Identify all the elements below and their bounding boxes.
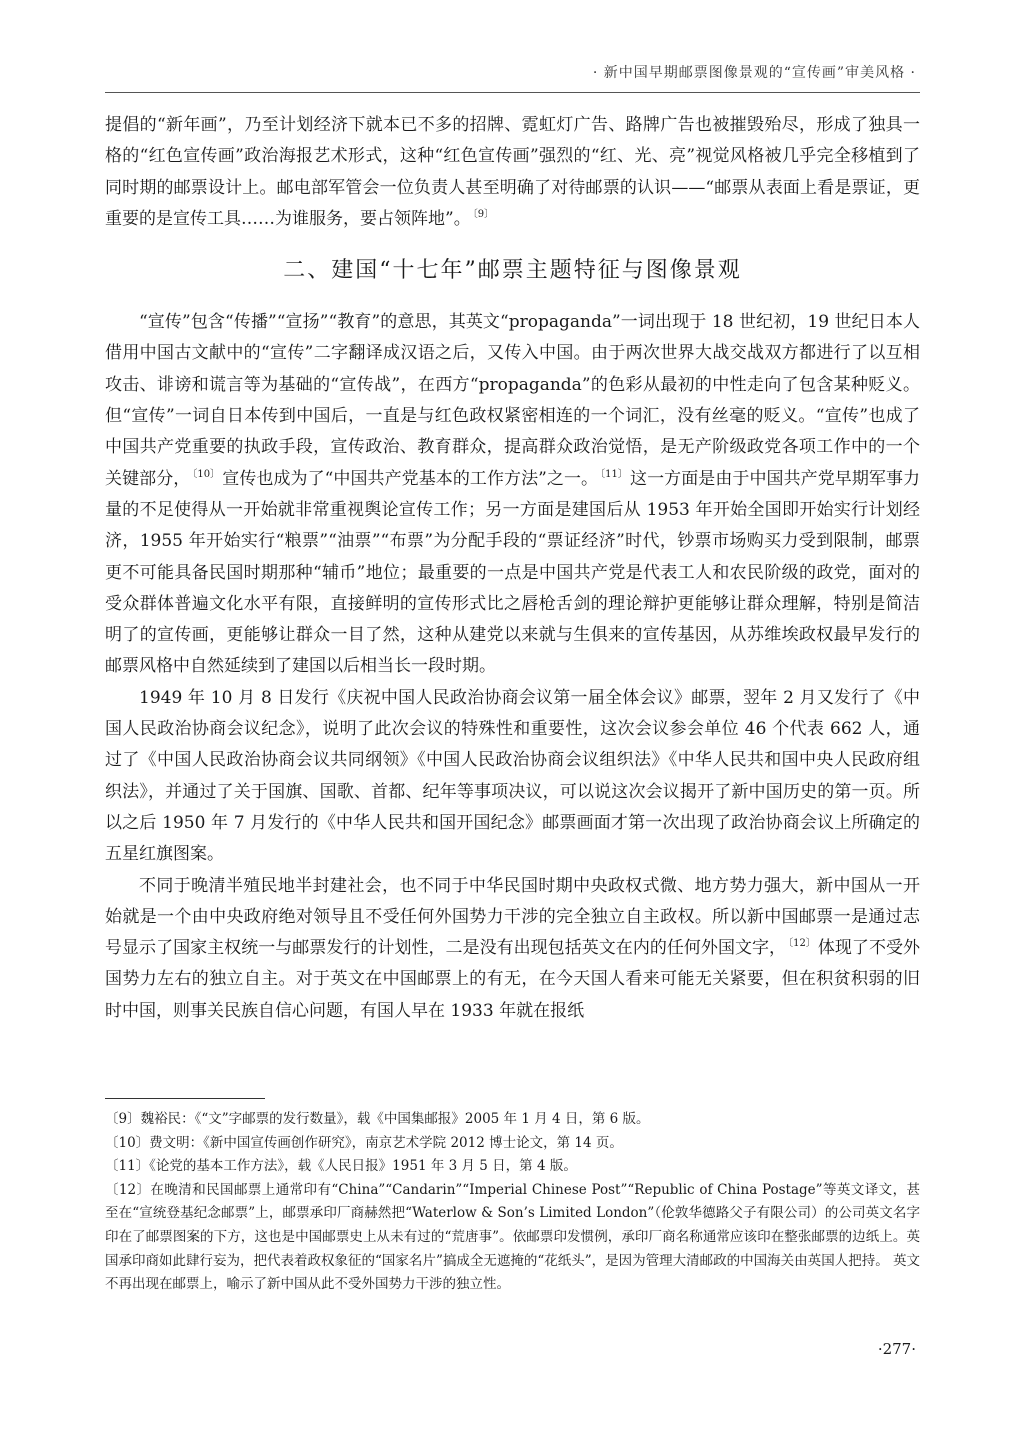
paragraph-2-text-a: “宣传”包含“传播”“宣扬”“教育”的意思，其英文“propaganda”一词出现于 18 世纪初，19 世纪日本人借用中国古文献中的“宣传”二字翻译成汉语之后，又传入中国。由于两次世界大战交战双方都进行了以互相攻击、诽谤和谎言等为基础的“宣传战”，在西方“propaganda”的色彩从最初的中性走向了包含某种贬义。但“宣传”一词自日本传到中国后，一直是与红色政权紧密相连的一个词汇，没有丝毫的贬义。“宣传”也成了中国共产党重要的执政手段，宣传政治、教育群众，提高群众政治觉悟，是无产阶级政党各项工作中的一个关键部分， <box>105 312 920 489</box>
footnote-rule <box>105 1098 265 1099</box>
section-heading: 二、建国“十七年”邮票主题特征与图像景观 <box>283 258 742 284</box>
paragraph-3: 1949 年 10 月 8 日发行《庆祝中国人民政治协商会议第一届全体会议》邮票，翌年 2 月又发行了《中国人民政治协商会议纪念》，说明了此次会议的特殊性和重要性，这次会议参会单位 46 个代表 662 人，通过了《中国人民政治协商会议共同纲领》《中国人民政治协商会议组织法》《中华人民共和国中央人民政府组织法》，并通过了关于国旗、国歌、首都、纪年等事项决议，可以说这次会议揭开了新中国历史的第一页。所以之后 1950 年 7 月发行的《中华人民共和国开国纪念》邮票画面才第一次出现了政治协商会议上所确定的五星红旗图案。 <box>105 687 920 865</box>
footnotes <box>105 1108 920 1297</box>
footnote-9: 〔9〕魏裕民：《“文”字邮票的发行数量》，载《中国集邮报》2005 年 1 月 4 日，第 6 版。 <box>105 1111 650 1127</box>
page-number: ·277· <box>877 1340 916 1358</box>
paragraph-1 <box>105 110 920 235</box>
footnote-ref-10: 〔10〕 <box>192 469 221 481</box>
footnote-ref-11: 〔11〕 <box>600 469 628 481</box>
running-header: · 新中国早期邮票图像景观的“宣传画”审美风格 · <box>592 65 916 81</box>
paragraph-1-text: 提倡的“新年画”，乃至计划经济下就本已不多的招牌、霓虹灯广告、路牌广告也被摧毁殆尽，形成了独具一格的“红色宣传画”政治海报艺术形式，这种“红色宣传画”强烈的“红、光、亮”视觉风格被几乎完全移植到了同时期的邮票设计上。邮电部军管会一位负责人甚至明确了对待邮票的认识——“邮票从表面上看是票证，更重要的是宣传工具……为谁服务，要占领阵地”。 <box>105 115 920 229</box>
paragraph-4-text-b: 体现了不受外国势力左右的独立自主。对于英文在中国邮票上的有无，在今天国人看来可能无关紧要，但在积贫积弱的旧时中国，则事关民族自信心问题，有国人早在 1933 年就在报纸 <box>105 938 921 1021</box>
paragraph-2-text-b: 宣传也成为了“中国共产党基本的工作方法”之一。 <box>222 468 599 489</box>
footnote-10: 〔10〕费文明：《新中国宣传画创作研究》，南京艺术学院 2012 博士论文，第 14 页。 <box>105 1134 623 1151</box>
body-text <box>105 110 920 1027</box>
header-rule <box>105 92 920 93</box>
footnote-ref-12: 〔12〕 <box>788 938 816 950</box>
footnote-ref-9: 〔9〕 <box>472 209 495 221</box>
footnote-12: 〔12〕在晚清和民国邮票上通常印有“China”“Candarin”“Imperial Chinese Post”“Republic of China Postage”等英文译文，甚至在“宣统登基纪念邮票”上，邮票承印厂商赫然把“Waterlow & Son’s Limited London”（伦敦华德路父子有限公司）的公司英文名字印在了邮票图案的下方，这也是中国邮票史上从未有过的“荒唐事”。依邮票印发惯例，承印厂商名称通常应该印在整张邮票的边纸上。英国承印商如此肆行妄为，把代表着政权象征的“国家名片”搞成全无遮掩的“花纸头”，是因为管理大清邮政的中国海关由英国人把持。 英文不再出现在邮票上，喻示了新中国从此不受外国势力干涉的独立性。 <box>105 1181 920 1293</box>
paragraph-2 <box>105 307 920 683</box>
paragraph-2-text-c: 这一方面是由于中国共产党早期军事力量的不足使得从一开始就非常重视舆论宣传工作；另一方面是建国后从 1953 年开始全国即开始实行计划经济，1955 年开始实行“粮票”“油票”“布票”为分配手段的“票证经济”时代，钞票市场购买力受到限制，邮票更不可能具备民国时期那种“辅币”地位；最重要的一点是中国共产党是代表工人和农民阶级的政党，面对的受众群体普遍文化水平有限，直接鲜明的宣传形式比之唇枪舌剑的理论辩护更能够让群众理解，特别是简洁明了的宣传画，更能够让群众一目了然，这种从建党以来就与生俱来的宣传基因，从苏维埃政权最早发行的邮票风格中自然延续到了建国以后相当长一段时期。 <box>105 468 921 677</box>
paragraph-4 <box>105 871 920 1027</box>
footnote-11: 〔11〕《论党的基本工作方法》，载《人民日报》1951 年 3 月 5 日，第 4 版。 <box>105 1158 577 1175</box>
paragraph-4-text-a: 不同于晚清半殖民地半封建社会，也不同于中华民国时期中央政权式微、地方势力强大，新中国从一开始就是一个由中央政府绝对领导且不受任何外国势力干涉的完全独立自主政权。所以新中国邮票一是通过志号显示了国家主权统一与邮票发行的计划性，二是没有出现包括英文在内的任何外国文字， <box>105 875 920 959</box>
